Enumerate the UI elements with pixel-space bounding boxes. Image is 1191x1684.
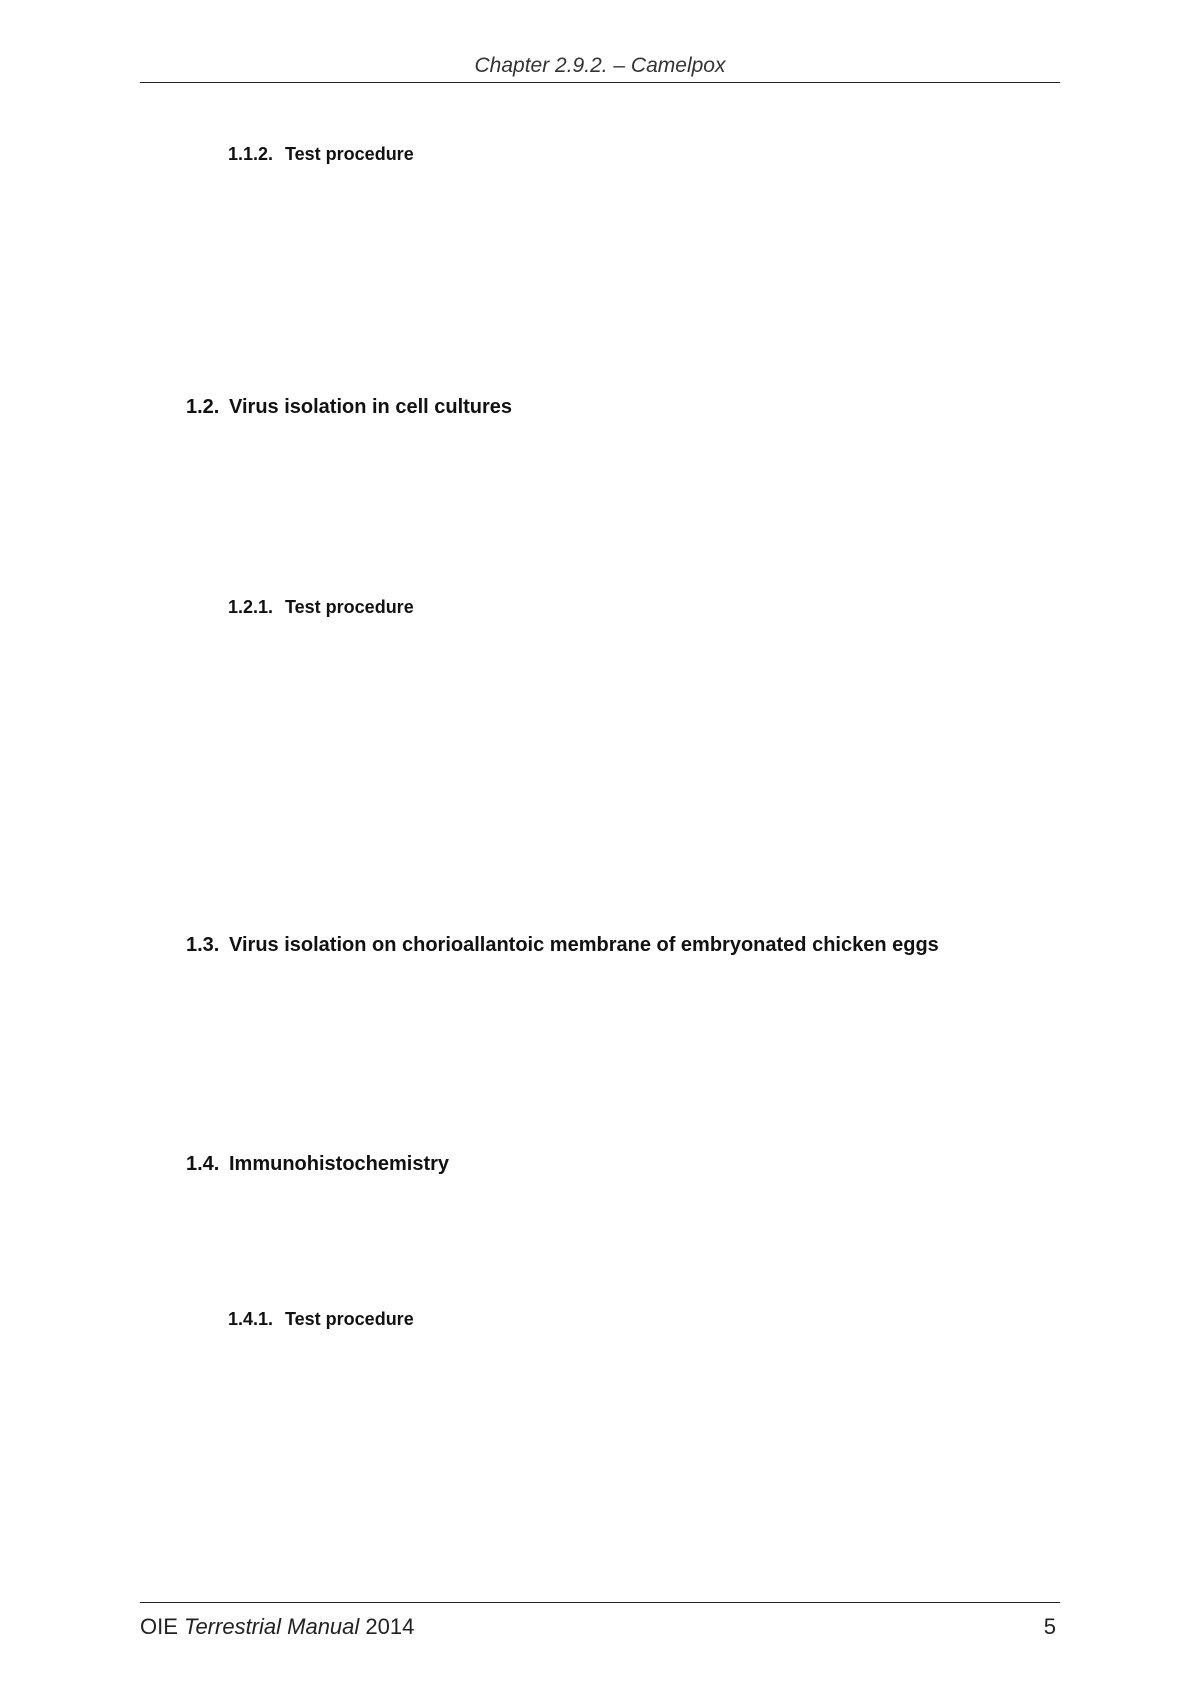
section-number: 1.4.1.: [228, 1309, 274, 1329]
section-number: 1.1.2.: [228, 144, 274, 164]
section-title: Test procedure: [285, 1309, 414, 1329]
page-number: 5: [1043, 1614, 1056, 1639]
section-heading-1-2: [186, 395, 512, 419]
section-title: Immunohistochemistry: [229, 1153, 450, 1175]
section-title: Test procedure: [285, 597, 414, 617]
section-heading-1-2-1: [228, 596, 414, 618]
section-title: Test procedure: [285, 144, 414, 164]
section-number: 1.2.: [186, 396, 220, 418]
section-number: 1.2.1.: [228, 597, 274, 617]
section-number: 1.4.: [186, 1153, 220, 1175]
section-title: Virus isolation on chorioallantoic membrane of embryonated chicken eggs: [229, 934, 939, 956]
footer-publication: [140, 1613, 414, 1641]
page-header: [140, 52, 1060, 83]
footer-year: 2014: [365, 1614, 415, 1639]
footer-manual-title: Terrestrial Manual: [184, 1614, 360, 1639]
footer-org: OIE: [140, 1614, 178, 1639]
section-heading-1-3: [186, 933, 939, 957]
section-heading-1-4-1: [228, 1308, 414, 1330]
section-heading-1-1-2: [228, 143, 414, 165]
page-footer: [140, 1602, 1060, 1643]
running-header-title: Chapter 2.9.2. – Camelpox: [474, 54, 726, 77]
section-heading-1-4: [186, 1152, 449, 1176]
section-number: 1.3.: [186, 934, 220, 956]
section-title: Virus isolation in cell cultures: [229, 396, 513, 418]
